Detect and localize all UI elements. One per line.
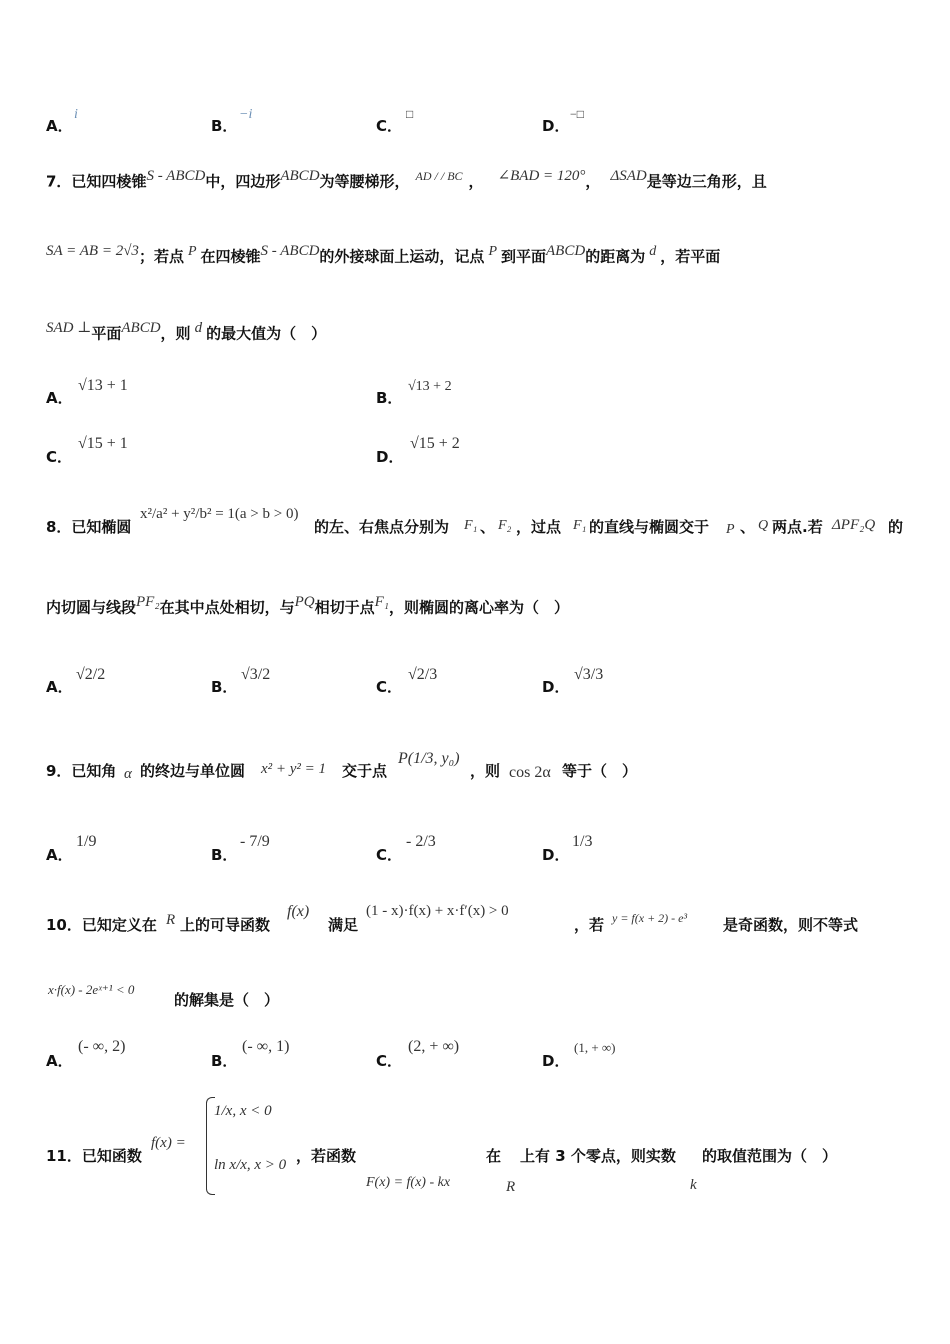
q9-option-c-label: C． [376, 846, 403, 864]
q8-option-b-label: B． [211, 678, 238, 696]
q9-option-d-value: 1/3 [572, 833, 593, 850]
q7-stem-text: 为等腰梯形， [319, 172, 410, 191]
q9-stem-text: ，则 [470, 762, 501, 780]
q7-stem-text: ， [585, 172, 601, 191]
q7-options [0, 375, 950, 465]
q11-stem-text: 的取值范围为（ ） [702, 1147, 838, 1165]
q8-options [0, 648, 950, 708]
q6-option-d-value: −□ [570, 107, 585, 121]
q10-stem-text: 10．已知定义在 [46, 916, 157, 934]
q6-option-b-label: B． [211, 117, 238, 135]
q8-stem-text: 的 [888, 518, 904, 536]
q8-stem-text: 的直线与椭圆交于 [589, 518, 710, 536]
q7-stem-text: 在四棱锥 [200, 247, 261, 266]
q10-option-b-value: (- ∞, 1) [242, 1038, 290, 1055]
q7-stem-text: 到平面 [501, 247, 547, 266]
q8-math: P [726, 522, 735, 537]
q7-stem-text: 的最大值为（ ） [206, 324, 327, 343]
q11-line1 [46, 1095, 926, 1200]
q10-options [0, 1035, 950, 1071]
q7-stem-text: 的距离为 [585, 247, 646, 266]
q7-math: AD / / BC [415, 169, 463, 183]
q9-option-a-value: 1/9 [76, 833, 97, 850]
q10-stem-text: 满足 [328, 916, 359, 934]
q8-stem-text: 、 [480, 518, 496, 536]
q7-math: ∠BAD = 120° [497, 168, 586, 184]
q7-line3 [46, 318, 326, 343]
q7-stem-text: ，则 [160, 324, 191, 343]
q7-math: d [649, 244, 657, 259]
q7-math: ABCD [121, 320, 161, 336]
q10-line2 [46, 978, 646, 1008]
q8-stem-text: ，则椭圆的离心率为（ ） [388, 598, 569, 617]
q7-stem-text: ，若平面 [660, 247, 721, 266]
q7-stem-text: ， [468, 172, 484, 191]
q11-math: k [690, 1177, 697, 1193]
q7-math: ABCD [546, 243, 586, 259]
q8-stem-text: 的左、右焦点分别为 [314, 518, 450, 536]
q10-option-d-label: D． [542, 1052, 570, 1070]
q9-option-b-label: B． [211, 846, 238, 864]
q9-option-a-label: A． [46, 846, 73, 864]
q7-stem-text: 7．已知四棱锥 [46, 172, 147, 191]
q10-stem-text: 上的可导函数 [180, 916, 271, 934]
q7-option-c-label: C． [46, 448, 73, 466]
q11-math: F(x) = f(x) - kx [366, 1175, 451, 1190]
q8-stem-text: 相切于点 [314, 598, 375, 617]
q8-stem-text: 在其中点处相切，与 [159, 598, 295, 617]
q7-math: ΔSAD [610, 168, 647, 184]
q7-math: d [194, 320, 203, 336]
q8-option-c-value: √2/3 [408, 666, 438, 683]
q9-option-b-value: - 7/9 [240, 833, 270, 850]
q8-ellipse-equation: x²/a² + y²/b² = 1(a > b > 0) [140, 506, 299, 522]
q8-math: F₁ [573, 518, 587, 533]
q10-math: (1 - x)·f(x) + x·f′(x) > 0 [366, 903, 509, 919]
q11-stem-text: 上有 3 个零点，则实数 [520, 1147, 676, 1165]
q8-math: F₂ [498, 518, 512, 533]
q8-math: PF₂ [136, 594, 160, 610]
q8-stem-text: 两点.若 [772, 518, 823, 536]
q9-options [0, 815, 950, 867]
q7-stem-text: 是等边三角形，且 [646, 172, 767, 191]
q7-stem-text: 的外接球面上运动，记点 [319, 247, 485, 266]
q10-option-d-value: (1, + ∞) [574, 1040, 616, 1055]
q8-stem-text: ，过点 [516, 518, 562, 536]
q10-option-a-value: (- ∞, 2) [78, 1038, 126, 1055]
q8-option-a-label: A． [46, 678, 73, 696]
q6-option-a-label: A． [46, 117, 73, 135]
q10-stem-text: 的解集是（ ） [174, 991, 280, 1009]
q10-option-a-label: A． [46, 1052, 73, 1070]
q10-option-c-value: (2, + ∞) [408, 1038, 460, 1055]
q9-option-d-label: D． [542, 846, 570, 864]
q11-stem-text: 11．已知函数 [46, 1147, 142, 1165]
q7-stem-text: 中，四边形 [205, 172, 281, 191]
q7-line1 [46, 166, 767, 191]
q8-math: F₁ [374, 594, 389, 610]
q8-stem-text: 8．已知椭圆 [46, 518, 132, 536]
q10-line1 [46, 900, 926, 940]
q8-stem-text: 、 [740, 518, 756, 536]
q10-option-b-label: B． [211, 1052, 238, 1070]
q8-math: F₁ [464, 518, 478, 533]
q11-math: R [506, 1179, 516, 1195]
q7-math: S - ABCD [260, 243, 320, 259]
q8-option-b-value: √3/2 [241, 666, 271, 683]
q9-point-p: P(1/3, y₀) [398, 750, 460, 767]
q7-option-b-label: B． [376, 389, 403, 407]
q8-math: ΔPF₂Q [832, 517, 876, 533]
q7-math: S - ABCD [146, 168, 206, 184]
q7-option-d-label: D． [376, 448, 404, 466]
q8-line2 [46, 594, 569, 617]
q10-math: f(x) [287, 903, 310, 920]
q7-math: ABCD [280, 168, 320, 184]
q7-math: P [187, 244, 197, 259]
q8-option-a-value: √2/2 [76, 666, 106, 683]
q8-line1 [46, 490, 926, 542]
q10-math: R [166, 912, 176, 928]
q7-math: SA = AB = 2√3 [46, 243, 139, 259]
q7-option-c-value: √15 + 1 [78, 435, 128, 452]
q7-option-d-value: √15 + 2 [410, 435, 460, 452]
q6-options [0, 105, 950, 135]
q9-stem-text: 等于（ ） [562, 762, 638, 780]
q11-piece-two: ln x/x, x > 0 [214, 1157, 287, 1173]
q11-stem-text: ，若函数 [296, 1147, 357, 1165]
q7-option-a-label: A． [46, 389, 73, 407]
q7-line2 [46, 243, 720, 266]
q8-option-c-label: C． [376, 678, 403, 696]
q10-option-c-label: C． [376, 1052, 403, 1070]
q9-stem-text: 的终边与单位圆 [140, 762, 246, 780]
q9-line1 [46, 738, 926, 788]
q7-stem-text: ；若点 [138, 247, 184, 266]
q6-option-a-value: i [74, 107, 78, 122]
q7-math: SAD ⊥ [46, 320, 92, 336]
q6-option-d-label: D． [542, 117, 570, 135]
q7-math: P [488, 244, 497, 259]
q10-math: x·f(x) - 2eˣ⁺¹ < 0 [48, 982, 135, 997]
q9-stem-text: 9．已知角 [46, 762, 117, 780]
q8-math: PQ [294, 594, 315, 610]
q8-stem-text: 内切圆与线段 [46, 598, 137, 617]
q8-math: Q [758, 518, 769, 533]
q11-piece-one: 1/x, x < 0 [214, 1103, 272, 1119]
q8-option-d-value: √3/3 [574, 666, 604, 683]
q11-function-lhs: f(x) = [151, 1135, 186, 1151]
q6-option-c-label: C． [376, 117, 403, 135]
q7-option-b-value: √13 + 2 [408, 379, 452, 394]
q11-stem-text: 在 [486, 1147, 502, 1165]
q9-option-c-value: - 2/3 [406, 833, 436, 850]
q9-math: x² + y² = 1 [261, 761, 327, 777]
q9-stem-text: 交于点 [342, 762, 388, 780]
q7-option-a-value: √13 + 1 [78, 377, 128, 394]
q6-option-b-value: −i [239, 107, 253, 122]
q10-math: y = f(x + 2) - e³ [612, 911, 688, 925]
q9-math: cos 2α [509, 764, 551, 781]
q8-option-d-label: D． [542, 678, 570, 696]
q10-stem-text: ，若 [574, 916, 605, 934]
q10-stem-text: 是奇函数，则不等式 [723, 916, 859, 934]
q9-math: α [124, 766, 132, 782]
q6-option-c-value: □ [406, 107, 414, 121]
q7-stem-text: 平面 [91, 324, 122, 343]
